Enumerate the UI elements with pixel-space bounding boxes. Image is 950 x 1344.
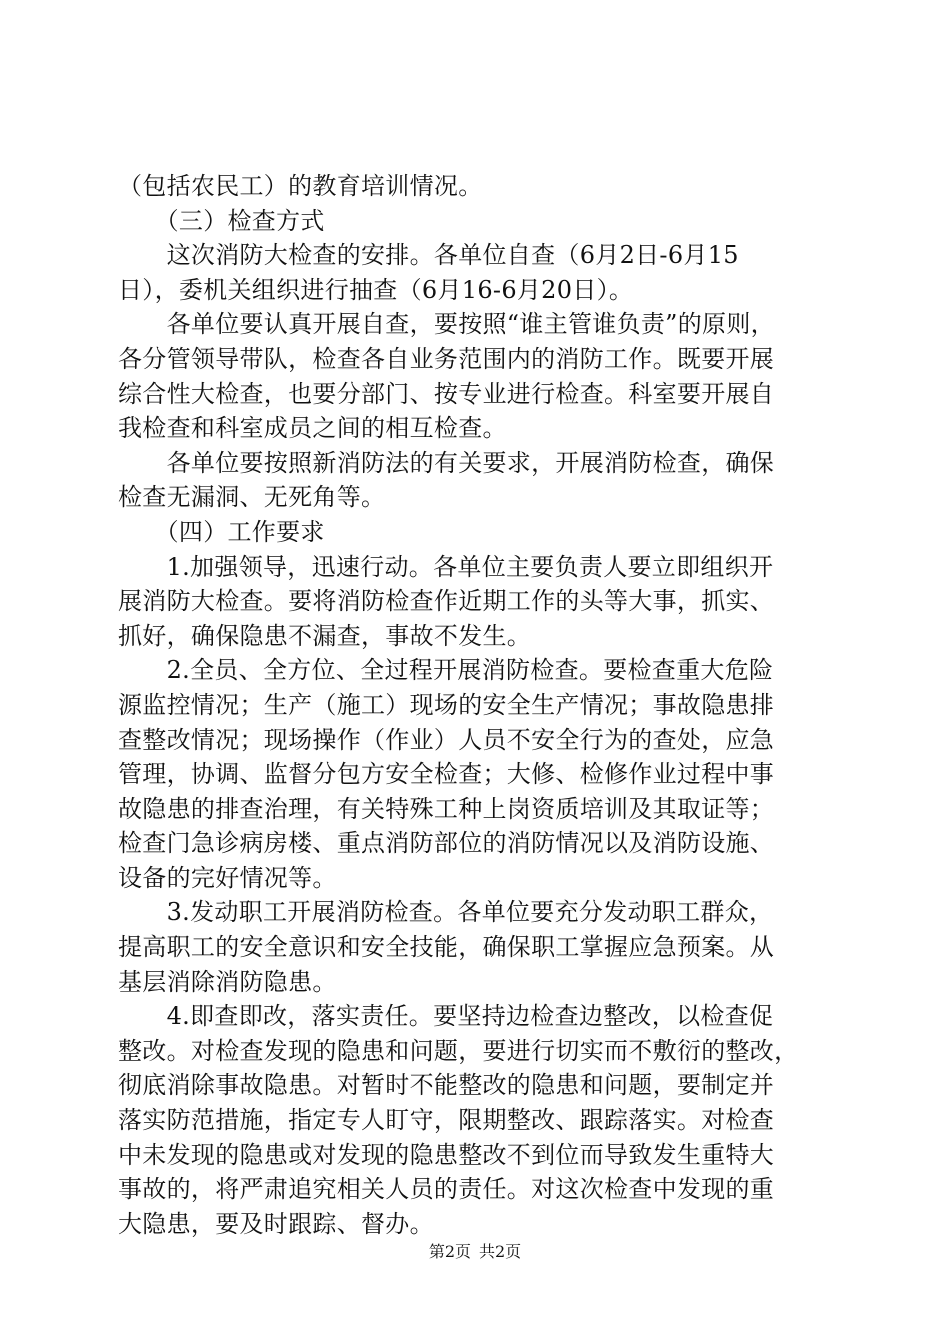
text-line: 3.发动职工开展消防检查。各单位要充分发动职工群众，	[118, 898, 774, 927]
section-heading: （三）检查方式	[118, 206, 325, 235]
text-line: 落实防范措施，指定专人盯守，限期整改、跟踪落实。对检查	[118, 1106, 775, 1135]
text-line: 日），委机关组织进行抽查（6月16-6月20日）。	[118, 275, 634, 304]
section-heading: （四）工作要求	[118, 517, 325, 546]
text-line: 检查门急诊病房楼、重点消防部位的消防情况以及消防设施、	[118, 829, 775, 858]
document-body	[118, 169, 836, 1241]
text-line: 各单位要按照新消防法的有关要求，开展消防检查，确保	[118, 448, 775, 477]
text-line: 各分管领导带队，检查各自业务范围内的消防工作。既要开展	[118, 344, 775, 373]
text-line: 故隐患的排查治理，有关特殊工种上岗资质培训及其取证等；	[118, 794, 775, 823]
text-line: 2.全员、全方位、全过程开展消防检查。要检查重大危险	[118, 656, 774, 685]
text-line: 各单位要认真开展自查，要按照“谁主管谁负责”的原则，	[118, 310, 775, 339]
text-line: 事故的，将严肃追究相关人员的责任。对这次检查中发现的重	[118, 1175, 775, 1204]
text-line: 检查无漏洞、无死角等。	[118, 483, 386, 512]
text-line: 源监控情况；生产（施工）现场的安全生产情况；事故隐患排	[118, 690, 775, 719]
text-line: 这次消防大检查的安排。各单位自查（6月2日-6月15	[118, 241, 739, 270]
text-line: 我检查和科室成员之间的相互检查。	[118, 414, 507, 443]
text-line: 管理，协调、监督分包方安全检查；大修、检修作业过程中事	[118, 760, 775, 789]
text-line: 设备的完好情况等。	[118, 863, 337, 892]
text-line: （包括农民工）的教育培训情况。	[118, 172, 483, 200]
text-line: 抓好，确保隐患不漏查，事故不发生。	[118, 621, 532, 650]
text-line: 中未发现的隐患或对发现的隐患整改不到位而导致发生重特大	[118, 1140, 775, 1169]
page-number: 第2页	[428, 1242, 471, 1261]
text-line: 1.加强领导，迅速行动。各单位主要负责人要立即组织开	[118, 552, 774, 581]
text-line: 4.即查即改，落实责任。要坚持边检查边整改，以检查促	[118, 1002, 774, 1031]
text-line: 展消防大检查。要将消防检查作近期工作的头等大事，抓实、	[118, 587, 775, 616]
text-line: 大隐患，要及时跟踪、督办。	[118, 1209, 434, 1238]
text-line: 查整改情况；现场操作（作业）人员不安全行为的查处，应急	[118, 725, 775, 754]
text-line: 基层消除消防隐患。	[118, 967, 337, 996]
page-footer	[0, 1240, 950, 1264]
text-line: 提高职工的安全意识和安全技能，确保职工掌握应急预案。从	[118, 933, 775, 962]
text-line: 彻底消除事故隐患。对暂时不能整改的隐患和问题，要制定并	[118, 1071, 775, 1100]
text-line: 综合性大检查，也要分部门、按专业进行检查。科室要开展自	[118, 379, 775, 408]
page-total: 共2页	[479, 1242, 522, 1261]
text-line: 整改。对检查发现的隐患和问题，要进行切实而不敷衍的整改，	[118, 1036, 799, 1065]
